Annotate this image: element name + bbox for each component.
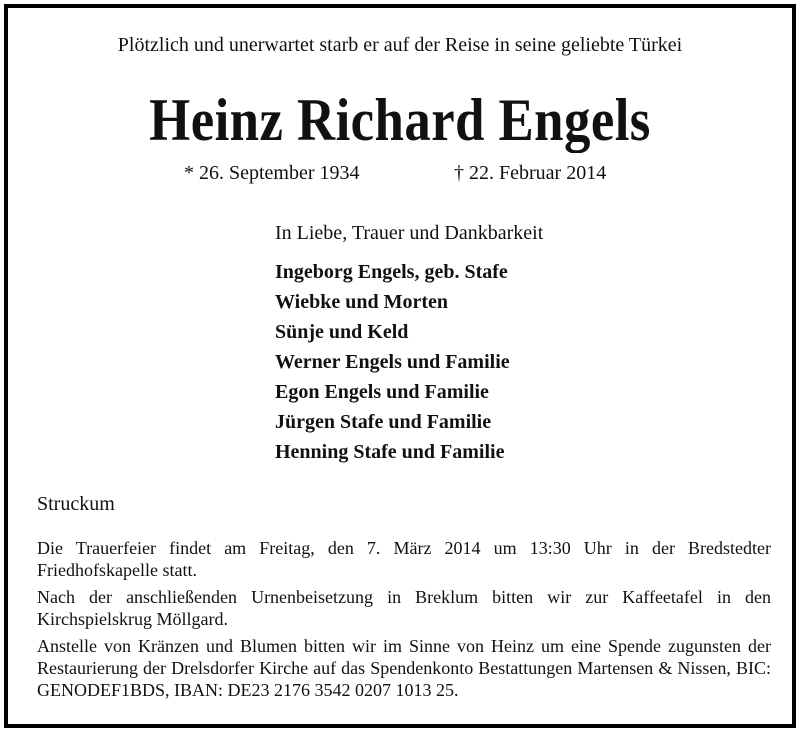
mourners-list: [275, 261, 510, 471]
mourner-entry: Jürgen Stafe und Familie: [275, 411, 492, 433]
mourner-entry: Sünje und Keld: [275, 321, 409, 343]
obituary-notice: [4, 4, 796, 728]
donation-paragraph: Anstelle von Kränzen und Blumen bitten wir im Sinne von Heinz um eine Spende zugunsten der Restaurierung der Drelsdorfer Kirche auf das Spendenkonto Bestattungen Martensen & Nissen, BIC: GENODEF1BDS, IBAN: DE23 2176 3542 0207 1013 25.: [37, 636, 771, 700]
funeral-service-paragraph: Die Trauerfeier findet am Freitag, den 7. März 2014 um 13:30 Uhr in der Bredstedter Friedhofskapelle statt.: [37, 538, 771, 580]
place-name: Struckum: [37, 493, 115, 515]
dedication-line: In Liebe, Trauer und Dankbarkeit: [275, 222, 544, 244]
mourner-entry: Ingeborg Engels, geb. Stafe: [275, 261, 508, 283]
death-date: † 22. Februar 2014: [454, 162, 607, 184]
burial-paragraph: Nach der anschließenden Urnenbeisetzung in Breklum bitten wir zur Kaffeetafel in den Kirchspielskrug Möllgard.: [37, 587, 771, 629]
birth-date: * 26. September 1934: [184, 162, 360, 184]
intro-line: Plötzlich und unerwartet starb er auf der Reise in seine geliebte Türkei: [117, 34, 683, 56]
mourner-entry: Werner Engels und Familie: [275, 351, 510, 373]
deceased-name: Heinz Richard Engels: [149, 87, 651, 153]
mourner-entry: Egon Engels und Familie: [275, 381, 489, 403]
mourner-entry: Henning Stafe und Familie: [275, 441, 505, 463]
mourner-entry: Wiebke und Morten: [275, 291, 448, 313]
